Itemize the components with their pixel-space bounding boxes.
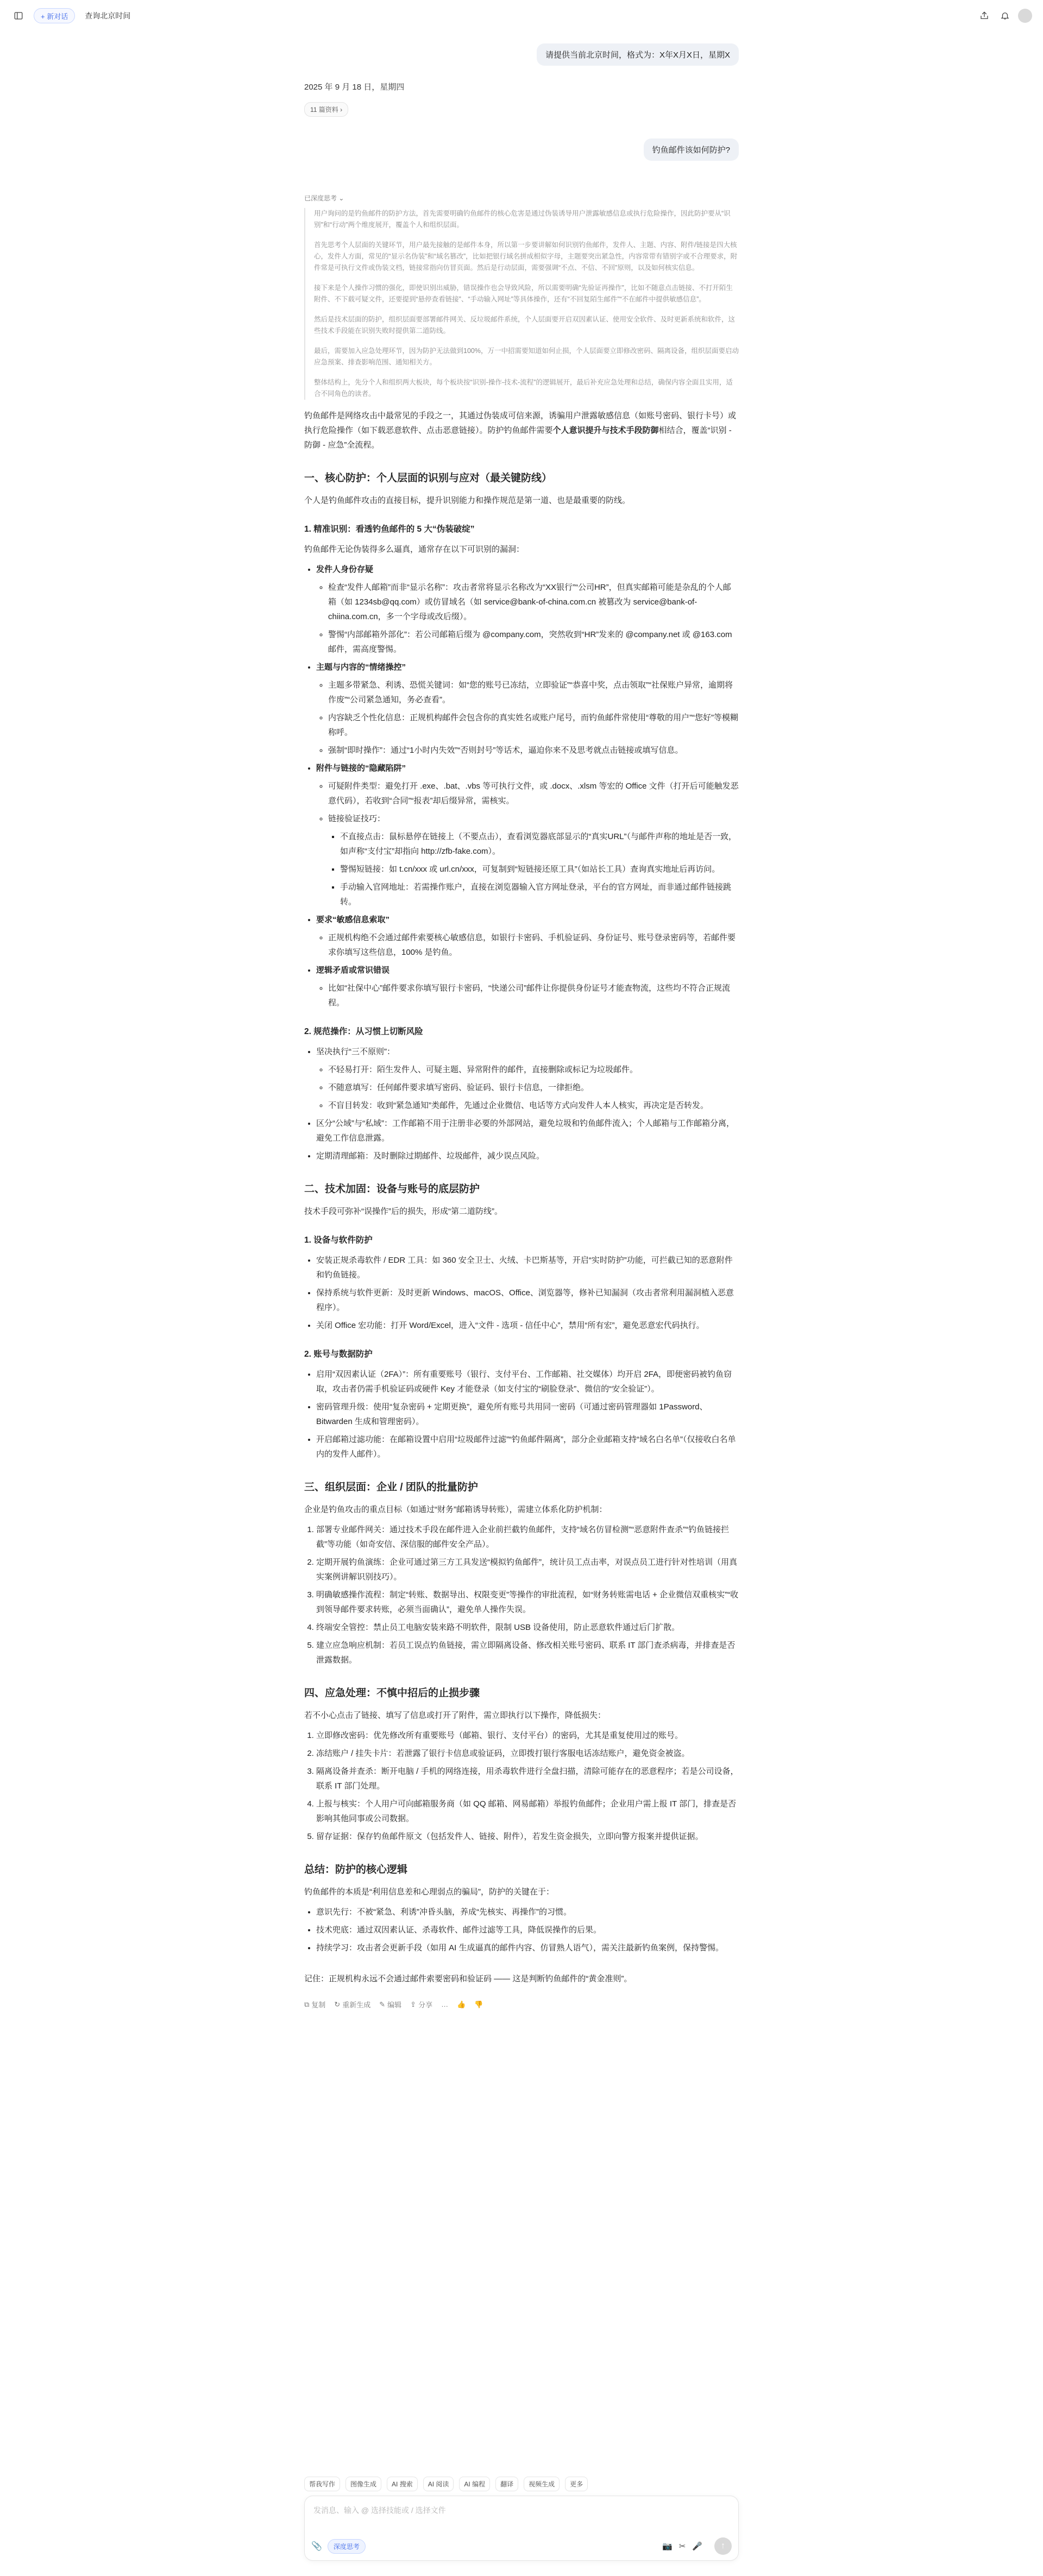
list-item: • 关闭 Office 宏功能：打开 Word/Excel，进入“文件 - 选项 - 信任中心”，禁用“所有宏”，避免恶意宏代码执行。 bbox=[316, 1318, 739, 1333]
list-item: • 坚决执行“三不原则”： ◦ 不轻易打开：陌生发件人、可疑主题、异常附件的邮件，直接删除或标记为垃圾邮件。 ◦ 不随意填写：任何邮件要求填写密码、验证码、银行卡信息，一律拒绝。 ◦ 不盲目转发：收到“紧急通知”类邮件，先通过企业微信、电话等方式向发件人本人核实，再决定是否转发。 bbox=[316, 1044, 739, 1113]
sidebar-toggle-icon[interactable] bbox=[11, 8, 26, 23]
thinking-paragraph: 整体结构上，先分个人和组织两大板块，每个板块按“识别-操作-技术-流程”的逻辑展开，最后补充应急处理和总结，确保内容全面且实用，适合不同角色的读者。 bbox=[314, 379, 733, 398]
bell-icon[interactable] bbox=[997, 8, 1013, 23]
attach-icon[interactable]: 📎 bbox=[311, 2542, 322, 2551]
list-item: • 安装正规杀毒软件 / EDR 工具：如 360 安全卫士、火绒、卡巴斯基等，开启“实时防护”功能，可拦截已知的恶意附件和钓鱼链接。 bbox=[316, 1253, 739, 1282]
list-item: 1. 立即修改密码：优先修改所有重要账号（邮箱、银行、支付平台）的密码，尤其是重复使用过的账号。 bbox=[316, 1728, 739, 1743]
list bbox=[304, 1044, 739, 1163]
new-chat-button[interactable]: + 新对话 bbox=[34, 8, 75, 23]
list-item: 3. 明确敏感操作流程：制定“转账、数据导出、权限变更”等操作的审批流程，如“财务转账需电话 + 企业微信双重核实”“收到领导邮件要求转账，必须当面确认”，避免单人操作失误。 bbox=[316, 1588, 739, 1617]
list-item: 4. 终端安全管控：禁止员工电脑安装来路不明软件，限制 USB 设备使用，防止恶意软件通过后门扩散。 bbox=[316, 1620, 739, 1635]
thumbs-down-icon[interactable]: 👎 bbox=[474, 2000, 483, 2008]
list-item: ▪ 警惕短链接：如 t.cn/xxx 或 url.cn/xxx，可复制到“短链接还原工具”（如站长工具）查询真实地址后再访问。 bbox=[340, 862, 739, 877]
list-item: ▪ 手动输入官网地址：若需操作账户，直接在浏览器输入官方网址登录，平台的官方网址，而非通过邮件链接跳转。 bbox=[340, 880, 739, 909]
ordered-list bbox=[304, 1522, 739, 1667]
send-button[interactable]: ↑ bbox=[714, 2537, 732, 2555]
message-input-placeholder[interactable]: 发消息、输入 @ 选择技能或 / 选择文件 bbox=[313, 2506, 446, 2515]
list-item: • 逻辑矛盾或常识错误 ◦ 比如“社保中心”邮件要求你填写银行卡密码，“快递公司”邮件让你提供身份证号才能查物流，这些均不符合正规流程。 bbox=[316, 963, 739, 1010]
list bbox=[304, 1367, 739, 1462]
list-item: • 附件与链接的“隐藏陷阱” ◦ 可疑附件类型：避免打开 .exe、.bat、.vbs 等可执行文件，或 .docx、.xlsm 等宏的 Office 文件（打开后可能触发恶意代码），若收到“合同”“报表”却后缀异常，需核实。 ◦ 链接验证技巧： ▪ 不直接点击：鼠标悬停在链接上（不要点击），查看浏览器底部显示的“真实URL”（与邮件声称的地址是否一致，如声称“支付宝”却指向 http://zfb-fake.com）。 ▪ 警惕短链接：如 t.cn/xxx 或 url.cn/xxx，可复制到“短链接还原工具”（如站长工具）查询真实地址后再访问。 ▪ 手动输入官网地址：若需操作账户，直接在浏览器输入官方网址登录，平台的官方网址，而非通过邮件链接跳转。 bbox=[316, 761, 739, 909]
edit-button[interactable]: ✎ 编辑 bbox=[379, 2000, 402, 2009]
list-item: 5. 建立应急响应机制：若员工误点钓鱼链接，需立即隔离设备、修改相关账号密码、联系 IT 部门查杀病毒，并排查是否泄露数据。 bbox=[316, 1638, 739, 1667]
list bbox=[304, 1253, 739, 1333]
list-item: ◦ 不轻易打开：陌生发件人、可疑主题、异常附件的邮件，直接删除或标记为垃圾邮件。 bbox=[328, 1062, 739, 1077]
list bbox=[304, 562, 739, 1010]
list-item: ◦ 检查“发件人邮箱”而非“显示名称”：攻击者常将显示名称改为“XX银行”“公司HR”，但真实邮箱可能是杂乱的个人邮箱（如 1234sb@qq.com）或仿冒域名（如 service@bank-of-china.com.cn 被篡改为 service@bank-of-chiina.com.cn，多一个字母或改后缀）。 bbox=[328, 580, 739, 624]
thinking-paragraph: 然后是技术层面的防护，组织层面要部署邮件网关、反垃圾邮件系统，个人层面要开启双因素认证、使用安全软件、及时更新系统和软件，这些技术手段能在识别失败时提供第二道防线。 bbox=[314, 316, 736, 335]
tool-reading[interactable]: AI 阅读 bbox=[423, 2477, 454, 2491]
subsection-heading: 2. 账号与数据防护 bbox=[304, 1350, 373, 1359]
user-avatar[interactable] bbox=[1018, 9, 1032, 23]
list-item: 1. 部署专业邮件网关：通过技术手段在邮件进入企业前拦截钓鱼邮件，支持“域名仿冒检测”“恶意附件查杀”“钓鱼链接拦截”等功能（如奇安信、深信服的邮件安全产品）。 bbox=[316, 1522, 739, 1552]
list-item: • 发件人身份存疑 ◦ 检查“发件人邮箱”而非“显示名称”：攻击者常将显示名称改为“XX银行”“公司HR”，但真实邮箱可能是杂乱的个人邮箱（如 1234sb@qq.com）或仿冒域名（如 service@bank-of-china.com.cn 被篡改为 service@bank-of-chiina.com.cn，多一个字母或改后缀）。 ◦ 警惕“内部邮箱外部化”：若公司邮箱后缀为 @company.com，突然收到“HR”发来的 @company.net 或 @163.com 邮件，需高度警惕。 bbox=[316, 562, 739, 657]
list-item: 3. 隔离设备并查杀：断开电脑 / 手机的网络连接，用杀毒软件进行全盘扫描，清除可能存在的恶意程序；若是公司设备，联系 IT 部门处理。 bbox=[316, 1764, 739, 1793]
list-item: ◦ 可疑附件类型：避免打开 .exe、.bat、.vbs 等可执行文件，或 .docx、.xlsm 等宏的 Office 文件（打开后可能触发恶意代码），若收到“合同”“报表”却后缀异常，需核实。 bbox=[328, 779, 739, 808]
list-item: ◦ 内容缺乏个性化信息：正规机构邮件会包含你的真实姓名或账户尾号，而钓鱼邮件常使用“尊敬的用户”“您好”等模糊称呼。 bbox=[328, 710, 739, 740]
tool-coding[interactable]: AI 编程 bbox=[459, 2477, 490, 2491]
list-item: ◦ 不盲目转发：收到“紧急通知”类邮件，先通过企业微信、电话等方式向发件人本人核实，再决定是否转发。 bbox=[328, 1098, 739, 1113]
conversation bbox=[304, 43, 739, 2010]
paragraph: 企业是钓鱼攻击的重点目标（如通过“财务”邮箱诱导转账），需建立体系化防护机制： bbox=[304, 1505, 607, 1514]
answer-intro: 钓鱼邮件是网络攻击中最常见的手段之一，其通过伪装成可信来源，诱骗用户泄露敏感信息（如账号密码、银行卡号）或执行危险操作（如下载恶意软件、点击恶意链接）。防护钓鱼邮件需要个人意识提升与技术手段防御相结合，覆盖“识别 - 防御 - 应急”全流程。 bbox=[304, 411, 737, 450]
thinking-paragraph: 最后，需要加入应急处理环节，因为防护无法做到100%，万一中招需要知道如何止损，个人层面要立即修改密码、隔离设备，组织层面要启动应急预案、排查影响范围、通知相关方。 bbox=[314, 347, 739, 366]
thinking-paragraph: 首先思考个人层面的关键环节，用户最先接触的是邮件本身，所以第一步要讲解如何识别钓鱼邮件，发件人、主题、内容、附件/链接是四大核心，发件人方面，常见的“显示名伪装”和“域名篡改”，比如把银行域名拼成相似字母，主题要突出紧急性，内容常带有错别字或不合理要求，附件常是可执行文件或伪装文档，链接常指向仿冒页面。然后是行动层面，需要强调“不点、不信、不回”原则，以及如何核实信息。 bbox=[314, 241, 738, 272]
section-heading: 总结：防护的核心逻辑 bbox=[304, 1864, 408, 1875]
closing-note: 记住：正规机构永远不会通过邮件索要密码和验证码 —— 这是判断钓鱼邮件的“黄金准则”。 bbox=[304, 1974, 632, 1983]
list-item: • 主题与内容的“情绪操控” ◦ 主题多带紧急、利诱、恐慌关键词：如“您的账号已冻结，立即验证”“恭喜中奖，点击领取”“社保账户异常，逾期将作废”“公司紧急通知，务必查看”。 ◦ 内容缺乏个性化信息：正规机构邮件会包含你的真实姓名或账户尾号，而钓鱼邮件常使用“尊敬的用户”“您好”等模糊称呼。 ◦ 强制“即时操作”：通过“1小时内失效”“否则封号”等话术，逼迫你来不及思考就点击链接或填写信息。 bbox=[316, 660, 739, 758]
list-item: ◦ 链接验证技巧： ▪ 不直接点击：鼠标悬停在链接上（不要点击），查看浏览器底部显示的“真实URL”（与邮件声称的地址是否一致，如声称“支付宝”却指向 http://zfb-fake.com）。 ▪ 警惕短链接：如 t.cn/xxx 或 url.cn/xxx，可复制到“短链接还原工具”（如站长工具）查询真实地址后再访问。 ▪ 手动输入官网地址：若需操作账户，直接在浏览器输入官方网址登录，平台的官方网址，而非通过邮件链接跳转。 bbox=[328, 811, 739, 909]
tool-translate[interactable]: 翻译 bbox=[495, 2477, 518, 2491]
message-actions bbox=[304, 1999, 739, 2010]
section-heading: 四、应急处理：不慎中招后的止损步骤 bbox=[304, 1687, 480, 1699]
scissors-icon[interactable]: ✂ bbox=[678, 2542, 686, 2551]
list-item: ◦ 主题多带紧急、利诱、恐慌关键词：如“您的账号已冻结，立即验证”“恭喜中奖，点击领取”“社保账户异常，逾期将作废”“公司紧急通知，务必查看”。 bbox=[328, 678, 739, 707]
regenerate-button[interactable]: ↻ 重新生成 bbox=[334, 2000, 371, 2009]
list-item: ◦ 不随意填写：任何邮件要求填写密码、验证码、银行卡信息，一律拒绝。 bbox=[328, 1080, 739, 1095]
paragraph: 技术手段可弥补“误操作”后的损失，形成“第二道防线”。 bbox=[304, 1207, 502, 1216]
user-message: 请提供当前北京时间，格式为：X年X月X日，星期X bbox=[537, 43, 739, 66]
list-item: • 开启邮箱过滤功能：在邮箱设置中启用“垃圾邮件过滤”“钓鱼邮件隔离”，部分企业邮箱支持“域名白名单”（仅接收白名单内的发件人邮件）。 bbox=[316, 1432, 739, 1462]
user-message: 钓鱼邮件该如何防护? bbox=[644, 138, 739, 161]
tool-shortcuts bbox=[304, 2477, 739, 2491]
list-item: • 启用“双因素认证（2FA）”：所有重要账号（银行、支付平台、工作邮箱、社交媒体）均开启 2FA，即便密码被钓鱼窃取，攻击者仍需手机验证码或硬件 Key 才能登录（如支付宝的“刷脸登录”、微信的“安全验证”）。 bbox=[316, 1367, 739, 1396]
list-item: ▪ 不直接点击：鼠标悬停在链接上（不要点击），查看浏览器底部显示的“真实URL”（与邮件声称的地址是否一致，如声称“支付宝”却指向 http://zfb-fake.com）。 bbox=[340, 829, 739, 859]
list-item: ◦ 警惕“内部邮箱外部化”：若公司邮箱后缀为 @company.com，突然收到“HR”发来的 @company.net 或 @163.com 邮件，需高度警惕。 bbox=[328, 627, 739, 657]
paragraph: 若不小心点击了链接、填写了信息或打开了附件，需立即执行以下操作，降低损失： bbox=[304, 1711, 606, 1720]
list-item: • 定期清理邮箱：及时删除过期邮件、垃圾邮件，减少误点风险。 bbox=[316, 1149, 739, 1163]
tool-image[interactable]: 图像生成 bbox=[345, 2477, 381, 2491]
subsection-heading: 1. 精准识别：看透钓鱼邮件的 5 大“伪装破绽” bbox=[304, 525, 475, 534]
copy-button[interactable]: ⧉ 复制 bbox=[304, 2000, 326, 2009]
tool-writing[interactable]: 帮我写作 bbox=[304, 2477, 340, 2491]
section-heading: 一、核心防护：个人层面的识别与应对（最关键防线） bbox=[304, 473, 552, 484]
camera-icon[interactable]: 📷 bbox=[662, 2542, 673, 2551]
paragraph: 钓鱼邮件无论伪装得多么逼真，通常存在以下可识别的漏洞： bbox=[304, 545, 525, 554]
subsection-heading: 2. 规范操作：从习惯上切断风险 bbox=[304, 1027, 423, 1036]
top-bar bbox=[0, 0, 1043, 32]
microphone-icon[interactable]: 🎤 bbox=[692, 2542, 702, 2551]
message-input-box[interactable] bbox=[304, 2496, 739, 2561]
section-heading: 三、组织层面：企业 / 团队的批量防护 bbox=[304, 1482, 478, 1493]
list-item: • 保持系统与软件更新：及时更新 Windows、macOS、Office、浏览器等，修补已知漏洞（攻击者常利用漏洞植入恶意程序）。 bbox=[316, 1286, 739, 1315]
assistant-reply-date: 2025 年 9 月 18 日，星期四 bbox=[304, 83, 405, 92]
tool-video[interactable]: 视频生成 bbox=[524, 2477, 560, 2491]
list-item: ◦ 正规机构绝不会通过邮件索要核心敏感信息，如银行卡密码、手机验证码、身份证号、账号登录密码等，若邮件要求你填写这些信息，100% 是钓鱼。 bbox=[328, 930, 739, 960]
list-item: • 区分“公域”与“私域”：工作邮箱不用于注册非必要的外部网站，避免垃圾和钓鱼邮件流入；个人邮箱与工作邮箱分离，避免工作信息泄露。 bbox=[316, 1116, 739, 1145]
thinking-paragraph: 接下来是个人操作习惯的强化，即使识别出威胁，错误操作也会导致风险，所以需要明确“先验证再操作”，比如不随意点击链接、不打开陌生附件、不下载可疑文件，还要提到“悬停查看链接”、“手动输入网址”等具体操作，还有“不回复陌生邮件”“不在邮件中提供敏感信息”。 bbox=[314, 284, 733, 303]
paragraph: 个人是钓鱼邮件攻击的直接目标，提升识别能力和操作规范是第一道、也是最重要的防线。 bbox=[304, 496, 631, 505]
list-item: 5. 留存证据：保存钓鱼邮件原文（包括发件人、链接、附件），若发生资金损失，立即向警方报案并提供证据。 bbox=[316, 1829, 739, 1844]
more-button[interactable]: … bbox=[441, 2000, 449, 2008]
assistant-answer bbox=[304, 408, 739, 1986]
ordered-list bbox=[304, 1728, 739, 1844]
list-item: 2. 定期开展钓鱼演练：企业可通过第三方工具发送“模拟钓鱼邮件”，统计员工点击率，对误点员工进行针对性培训（用真实案例讲解识别技巧）。 bbox=[316, 1555, 739, 1584]
list-item: • 密码管理升级：使用“复杂密码 + 定期更换”，避免所有账号共用同一密码（可通过密码管理器如 1Password、Bitwarden 生成和管理密码）。 bbox=[316, 1400, 739, 1429]
thinking-content bbox=[304, 208, 739, 400]
list-item: 2. 冻结账户 / 挂失卡片：若泄露了银行卡信息或验证码，立即拨打银行客服电话冻结账户，避免资金被盗。 bbox=[316, 1746, 739, 1761]
deep-think-toggle[interactable]: 深度思考 bbox=[328, 2539, 366, 2554]
paragraph: 钓鱼邮件的本质是“利用信息差和心理弱点的骗局”，防护的关键在于： bbox=[304, 1887, 554, 1897]
list-item: • 要求“敏感信息索取” ◦ 正规机构绝不会通过邮件索要核心敏感信息，如银行卡密码、手机验证码、身份证号、账号登录密码等，若邮件要求你填写这些信息，100% 是钓鱼。 bbox=[316, 912, 739, 960]
list-item: • 技术兜底：通过双因素认证、杀毒软件、邮件过滤等工具，降低误操作的后果。 bbox=[316, 1923, 739, 1937]
share-button[interactable]: ⇪ 分享 bbox=[410, 2000, 433, 2009]
list-item: 4. 上报与核实：个人用户可向邮箱服务商（如 QQ 邮箱、网易邮箱）举报钓鱼邮件；企业用户需上报 IT 部门，排查是否影响其他同事或公司数据。 bbox=[316, 1797, 739, 1826]
chat-title: 查询北京时间 bbox=[85, 11, 131, 20]
section-heading: 二、技术加固：设备与账号的底层防护 bbox=[304, 1183, 480, 1195]
list-item: ◦ 比如“社保中心”邮件要求你填写银行卡密码，“快递公司”邮件让你提供身份证号才能查物流，这些均不符合正规流程。 bbox=[328, 981, 739, 1010]
list-item: • 意识先行：不被“紧急、利诱”冲昏头脑，养成“先核实、再操作”的习惯。 bbox=[316, 1905, 739, 1919]
subsection-heading: 1. 设备与软件防护 bbox=[304, 1236, 373, 1245]
share-icon[interactable] bbox=[977, 8, 992, 23]
thinking-paragraph: 用户询问的是钓鱼邮件的防护方法，首先需要明确钓鱼邮件的核心危害是通过伪装诱导用户泄露敏感信息或执行危险操作，因此防护要从“识别”和“行动”两个维度展开，覆盖个人和组织层面。 bbox=[314, 210, 731, 229]
tool-more[interactable]: 更多 bbox=[565, 2477, 588, 2491]
list bbox=[304, 1905, 739, 1955]
references-chip[interactable]: 11 篇资料 › bbox=[304, 102, 348, 117]
list-item: ◦ 强制“即时操作”：通过“1小时内失效”“否则封号”等话术，逼迫你来不及思考就点击链接或填写信息。 bbox=[328, 743, 739, 758]
thumbs-up-icon[interactable]: 👍 bbox=[457, 2000, 466, 2008]
list-item: • 持续学习：攻击者会更新手段（如用 AI 生成逼真的邮件内容、仿冒熟人语气），需关注最新钓鱼案例，保持警惕。 bbox=[316, 1941, 739, 1955]
tool-search[interactable]: AI 搜索 bbox=[387, 2477, 418, 2491]
thinking-toggle[interactable]: 已深度思考 ⌄ bbox=[304, 194, 344, 202]
